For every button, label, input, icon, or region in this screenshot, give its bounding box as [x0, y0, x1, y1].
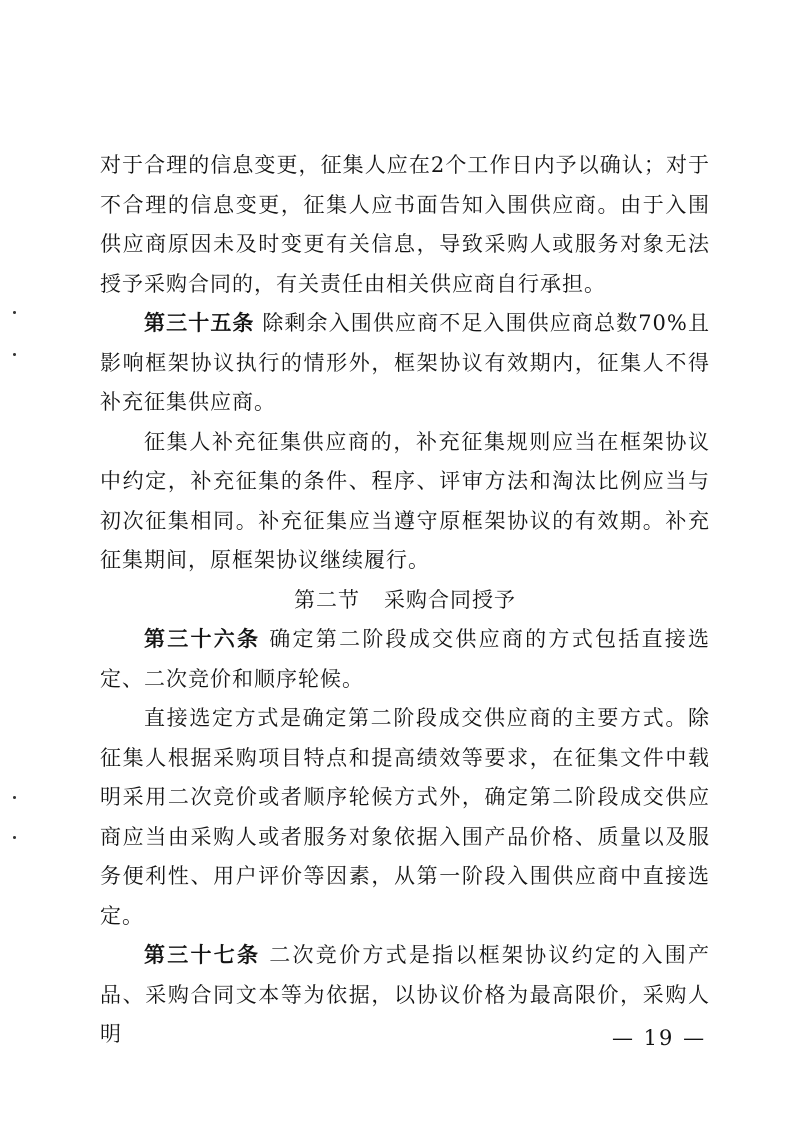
- paragraph-text: 二次竞价方式是指以框架协议约定的入围产品、采购合同文本等为依据，以协议价格为最高限价，采购人明: [100, 943, 711, 1046]
- page-number: — 19 —: [612, 1026, 707, 1050]
- article-title: 第三十七条: [144, 943, 261, 967]
- article-title: 第三十六条: [144, 627, 261, 651]
- paragraph-text: 直接选定方式是确定第二阶段成交供应商的主要方式。除征集人根据采购项目特点和提高绩效等要求，在征集文件中载明采用二次竞价或者顺序轮候方式外，确定第二阶段成交供应商应当由采购人或者服务对象依据入围产品价格、质量以及服务便利性、用户评价等因素，从第一阶段入围供应商中直接选定。: [100, 706, 710, 928]
- document-body: [100, 146, 710, 1055]
- section-title: 采购合同授予: [384, 587, 516, 612]
- paragraph-text: 除剩余入围供应商不足入围供应商总数70%且影响框架协议执行的情形外，框架协议有效期内，征集人不得补充征集供应商。: [100, 311, 710, 414]
- paragraph-supplementary-collection: [100, 423, 710, 581]
- scan-mark: [13, 311, 16, 314]
- article-35: [100, 304, 710, 423]
- paragraph-direct-selection: [100, 699, 710, 936]
- paragraph-continued: [100, 146, 710, 304]
- paragraph-text: 确定第二阶段成交供应商的方式包括直接选定、二次竞价和顺序轮候。: [100, 627, 711, 691]
- article-36: [100, 620, 710, 699]
- scan-mark: [13, 353, 16, 356]
- paragraph-text: 对于合理的信息变更，征集人应在2个工作日内予以确认；对于不合理的信息变更，征集人应书面告知入围供应商。由于入围供应商原因未及时变更有关信息，导致采购人或服务对象无法授予采购合同的，有关责任由相关供应商自行承担。: [100, 153, 710, 296]
- scan-mark: [13, 836, 16, 839]
- section-number: 第二节: [294, 587, 360, 612]
- article-title: 第三十五条: [144, 311, 255, 335]
- section-heading: [100, 581, 710, 621]
- scan-mark: [13, 796, 16, 799]
- paragraph-text: 征集人补充征集供应商的，补充征集规则应当在框架协议中约定，补充征集的条件、程序、评审方法和淘汰比例应当与初次征集相同。补充征集应当遵守原框架协议的有效期。补充征集期间，原框架协议继续履行。: [100, 429, 710, 572]
